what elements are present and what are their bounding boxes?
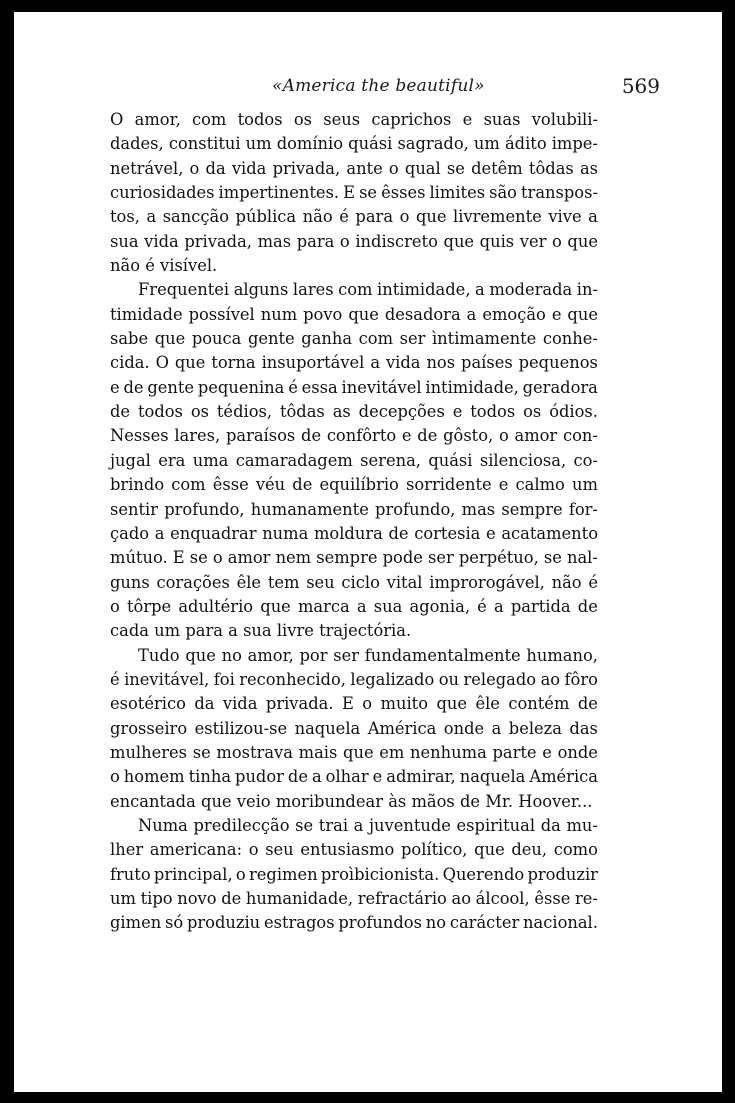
text-line: mulheres se mostrava mais que em nenhuma parte e onde <box>110 742 598 762</box>
text-line: o tôrpe adultério que marca a sua agonia, é a partida de <box>110 596 598 616</box>
text-line: Tudo que no amor, por ser fundamentalmente humano, <box>138 645 598 665</box>
text-line: Numa predilecção se trai a juventude espiritual da mu- <box>138 815 598 835</box>
text-line: o homem tinha pudor de a olhar e admirar, naquela América <box>110 767 598 787</box>
text-line: sua vida privada, mas para o indiscreto que quis ver o que <box>110 231 598 251</box>
text-line: çado a enquadrar numa moldura de cortesia e acatamento <box>110 523 598 543</box>
text-line: é inevitável, foi reconhecido, legalizado ou relegado ao fôro <box>110 669 598 689</box>
text-line: Frequentei alguns lares com intimidade, a moderada in- <box>138 280 598 300</box>
text-line: de todos os tédios, tôdas as decepções e todos os ódios. <box>110 402 598 422</box>
text-line: Nesses lares, paraísos de confôrto e de gôsto, o amor con- <box>110 426 598 446</box>
text-line: sabe que pouca gente ganha com ser ìntimamente conhe- <box>110 329 598 349</box>
text-line: mútuo. E se o amor nem sempre pode ser perpétuo, se nal- <box>110 548 598 568</box>
running-head <box>74 76 672 102</box>
text-line: esotérico da vida privada. E o muito que êle contém de <box>110 694 598 714</box>
text-line: O amor, com todos os seus caprichos e suas volubili- <box>110 110 598 129</box>
text-line: sentir profundo, humanamente profundo, mas sempre for- <box>110 499 598 519</box>
text-line: brindo com êsse véu de equilíbrio sorridente e calmo um <box>110 475 598 495</box>
text-line: e de gente pequenina é essa inevitável intimidade, geradora <box>110 377 598 397</box>
running-title: «America the beautiful» <box>272 76 485 96</box>
text-line: fruto principal, o regimen proìbicionista. Querendo produzir <box>110 864 598 884</box>
text-line: curiosidades impertinentes. E se êsses limites são transpos- <box>110 183 598 203</box>
text-line: não é visível. <box>110 256 218 276</box>
text-line: um tipo novo de humanidade, refractário ao álcool, êsse re- <box>110 889 598 908</box>
page <box>14 12 722 1092</box>
text-line: grosseiro estilizou-se naquela América onde a beleza das <box>110 718 598 738</box>
text-line: timidade possível num povo que desadora a emoção e que <box>110 304 598 324</box>
text-line: encantada que veio moribundear às mãos de Mr. Hoover... <box>110 791 593 811</box>
text-line: gimen só produziu estragos profundos no carácter nacional. <box>110 913 598 933</box>
text-line: dades, constitui um domínio quási sagrado, um ádito impe- <box>110 134 598 154</box>
text-line: cada um para a sua livre trajectória. <box>110 621 412 641</box>
text-line: jugal era uma camaradagem serena, quási silenciosa, co- <box>110 450 598 470</box>
text-line: tos, a sancção pública não é para o que livremente vive a <box>110 207 598 227</box>
body-text <box>110 108 598 936</box>
text-line: guns corações êle tem seu ciclo vital improrogável, não é <box>110 572 598 592</box>
text-line: netrável, o da vida privada, ante o qual se detêm tôdas as <box>110 158 598 178</box>
text-line: lher americana: o seu entusiasmo político, que deu, como <box>110 840 598 860</box>
text-line: cida. O que torna insuportável a vida nos países pequenos <box>110 353 598 373</box>
page-number: 569 <box>621 74 660 98</box>
